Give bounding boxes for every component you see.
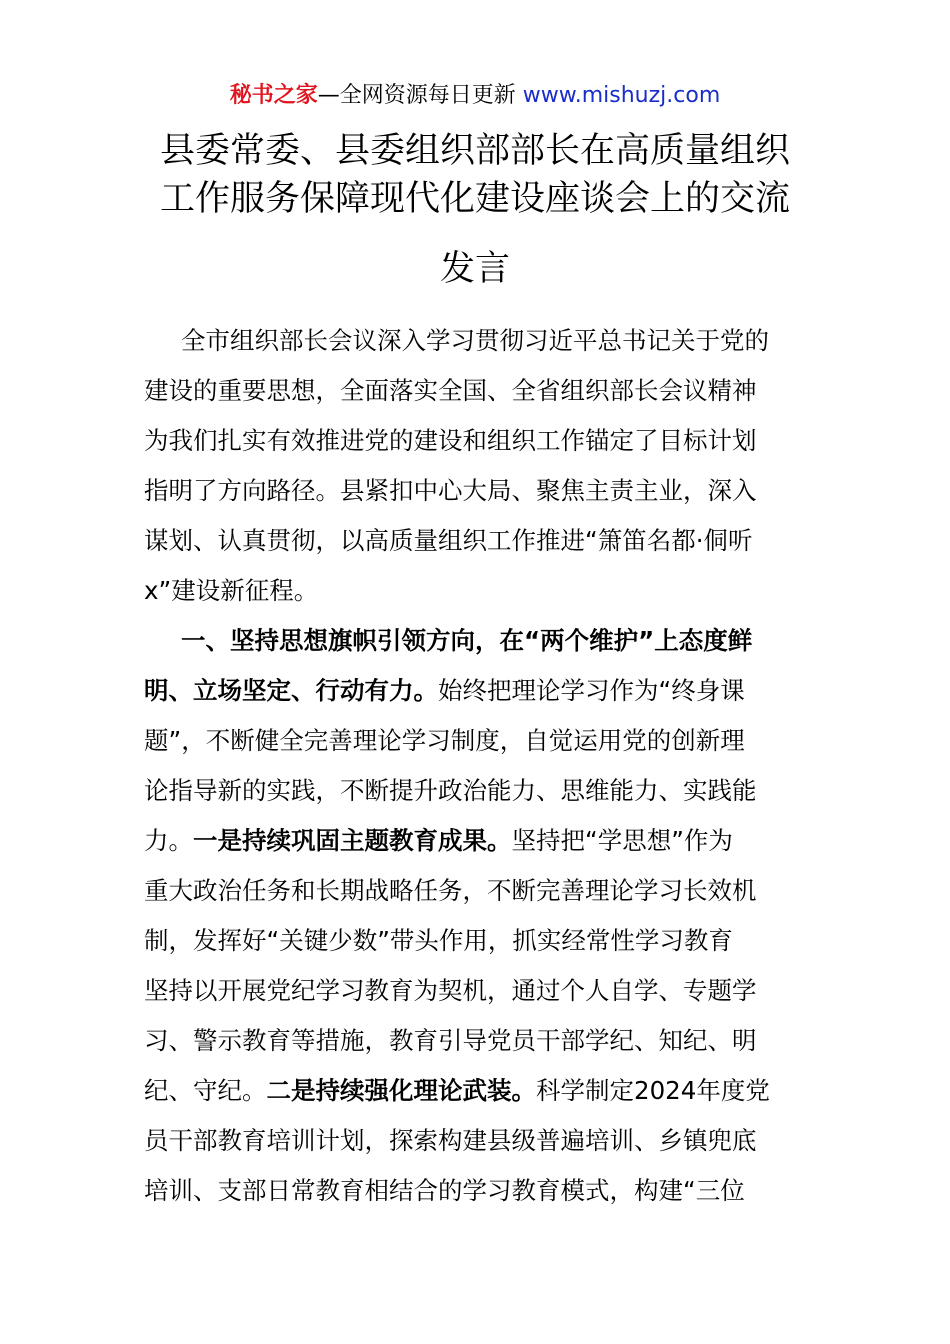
text-line: 坚持以开展党纪学习教育为契机，通过个人自学、专题学 xyxy=(144,976,757,1005)
text-line: 指明了方向路径。县紧扣中心大局、聚焦主责主业，深入 xyxy=(144,476,757,505)
text-line: 题”，不断健全完善理论学习制度，自觉运用党的创新理 xyxy=(144,726,745,755)
text-line: 谋划、认真贯彻，以高质量组织工作推进“箫笛名都·侗听 xyxy=(144,526,753,555)
document-title-line-3: 发言 xyxy=(439,249,510,289)
site-url-link[interactable]: www.mishuzj.com xyxy=(522,83,721,108)
text-run: 坚持把“学思想”作为 xyxy=(511,826,733,855)
text-line: 全市组织部长会议深入学习贯彻习近平总书记关于党的 xyxy=(181,326,769,355)
text-run: 力。 xyxy=(144,826,193,855)
document-title-line-1: 县委常委、县委组织部部长在高质量组织 xyxy=(159,131,790,171)
text-line: 建设的重要思想，全面落实全国、全省组织部长会议精神 xyxy=(144,376,757,405)
document-body xyxy=(144,316,810,1216)
text-run: 科学制定2024年度党 xyxy=(536,1076,770,1105)
section-heading-tail: 明、立场坚定、行动有力。 xyxy=(144,676,438,705)
text-run: 始终把理论学习作为“终身课 xyxy=(438,676,745,705)
text-line xyxy=(144,1066,810,1116)
text-line: 习、警示教育等措施，教育引导党员干部学纪、知纪、明 xyxy=(144,1026,757,1055)
header-tagline: —全网资源每日更新 xyxy=(317,83,516,108)
text-line xyxy=(144,666,810,716)
text-line: 为我们扎实有效推进党的建设和组织工作锚定了目标计划 xyxy=(144,426,757,455)
text-run: 纪、守纪。 xyxy=(144,1076,267,1105)
paragraph-intro xyxy=(144,316,810,616)
text-line: x”建设新征程。 xyxy=(144,576,319,605)
text-line: 论指导新的实践，不断提升政治能力、思维能力、实践能 xyxy=(144,776,757,805)
text-line: 员干部教育培训计划，探索构建县级普遍培训、乡镇兜底 xyxy=(144,1126,757,1155)
text-line: 重大政治任务和长期战略任务，不断完善理论学习长效机 xyxy=(144,876,757,905)
document-title-line-2: 工作服务保障现代化建设座谈会上的交流 xyxy=(159,179,790,219)
text-line xyxy=(144,816,810,866)
text-line: 培训、支部日常教育相结合的学习教育模式，构建“三位 xyxy=(144,1176,745,1205)
text-line: 制，发挥好“关键少数”带头作用，抓实经常性学习教育 xyxy=(144,926,733,955)
subheading-two: 二是持续强化理论武装。 xyxy=(266,1076,536,1105)
site-header xyxy=(0,78,950,114)
section-heading-line: 一、坚持思想旗帜引领方向，在“两个维护”上态度鲜 xyxy=(181,626,753,655)
subheading-one: 一是持续巩固主题教育成果。 xyxy=(193,826,512,855)
paragraph-section-one xyxy=(144,616,810,1216)
brand-name: 秘书之家 xyxy=(229,83,318,108)
